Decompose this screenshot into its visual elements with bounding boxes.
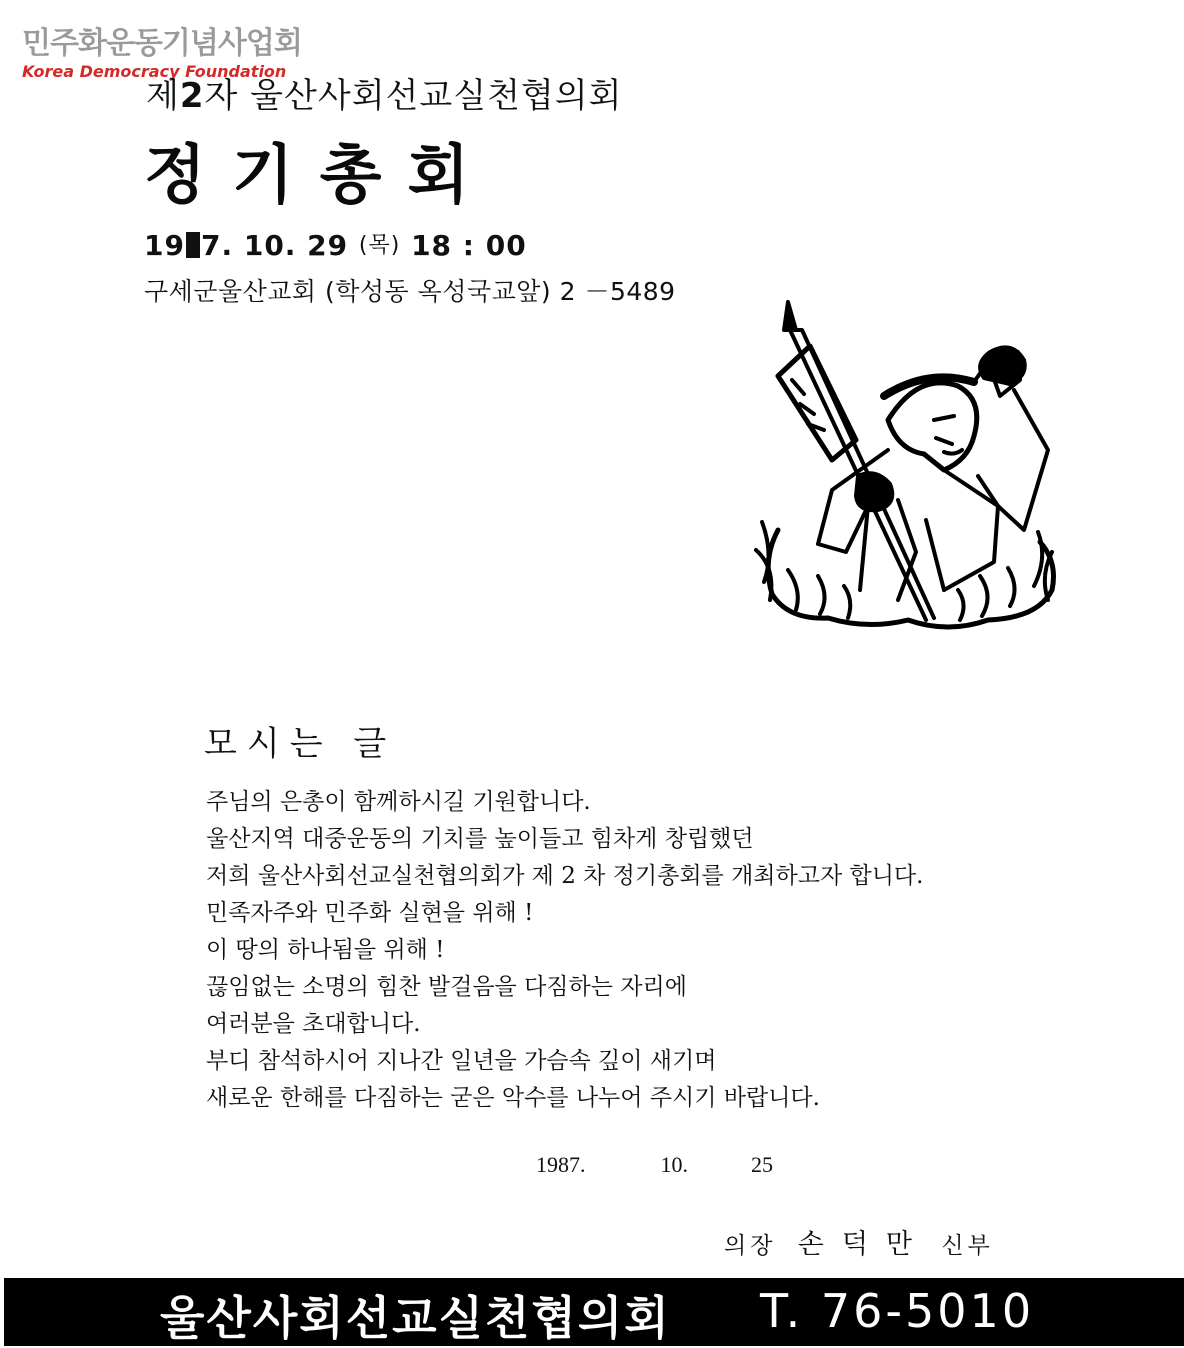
letter-line: 저희 울산사회선교실천협의회가 제 2 차 정기총회를 개최하고자 합니다. bbox=[206, 863, 924, 889]
subtitle-number: 2 bbox=[179, 76, 205, 116]
subtitle-rest: 자 울산사회선교실천협의회 bbox=[204, 76, 623, 116]
event-datetime bbox=[144, 228, 527, 262]
footer-bar bbox=[4, 1278, 1184, 1346]
signer-role: 신부 bbox=[941, 1233, 994, 1259]
letter-line: 새로운 한해를 다짐하는 굳은 악수를 나누어 주시기 바랍니다. bbox=[206, 1085, 820, 1111]
letter-date-year: 1987. bbox=[536, 1152, 586, 1177]
event-date-part1: 19 bbox=[144, 229, 185, 262]
watermark-english: Korea Democracy Foundation bbox=[22, 62, 287, 81]
letter-date bbox=[536, 1152, 773, 1178]
event-place: 구세군울산교회 (학성동 옥성국교앞) 2 －5489 bbox=[144, 277, 676, 306]
letter-body bbox=[206, 784, 986, 1117]
event-weekday: (목) bbox=[358, 233, 401, 258]
letter-line: 울산지역 대중운동의 기치를 높이들고 힘차게 창립했던 bbox=[206, 826, 754, 852]
letter-line: 부디 참석하시어 지나간 일년을 가슴속 깊이 새기며 bbox=[206, 1048, 717, 1074]
letter-date-day: 25 bbox=[751, 1152, 773, 1177]
letter-line: 이 땅의 하나됨을 위해 ! bbox=[206, 937, 445, 963]
footer-phone: T. 76-5010 bbox=[760, 1284, 1035, 1338]
subtitle-prefix: 제 bbox=[146, 76, 180, 116]
ink-blot bbox=[186, 232, 200, 258]
letter-line: 끊임없는 소명의 힘찬 발걸음을 다짐하는 자리에 bbox=[206, 974, 687, 1000]
watermark-korean: 민주화운동기념사업회 bbox=[22, 26, 302, 61]
letter-line: 민족자주와 민주화 실현을 위해 ! bbox=[206, 900, 534, 926]
event-subtitle bbox=[146, 68, 622, 117]
signer-title: 의장 bbox=[724, 1233, 777, 1259]
letter-line: 주님의 은총이 함께하시길 기원합니다. bbox=[206, 789, 591, 815]
signer-name: 손덕만 bbox=[797, 1229, 930, 1260]
footer-org-name: 울산사회선교실천협의회 bbox=[160, 1291, 671, 1345]
signature bbox=[724, 1222, 994, 1261]
letter-line: 여러분을 초대합니다. bbox=[206, 1011, 421, 1037]
page-title: 정기총회 bbox=[144, 139, 496, 213]
event-date-part2: 7. 10. 29 bbox=[200, 229, 349, 262]
letter-heading: 모시는 글 bbox=[204, 724, 397, 764]
letter-date-month: 10. bbox=[660, 1152, 688, 1177]
event-time: 18 : 00 bbox=[411, 229, 527, 262]
woodcut-illustration bbox=[748, 300, 1064, 640]
